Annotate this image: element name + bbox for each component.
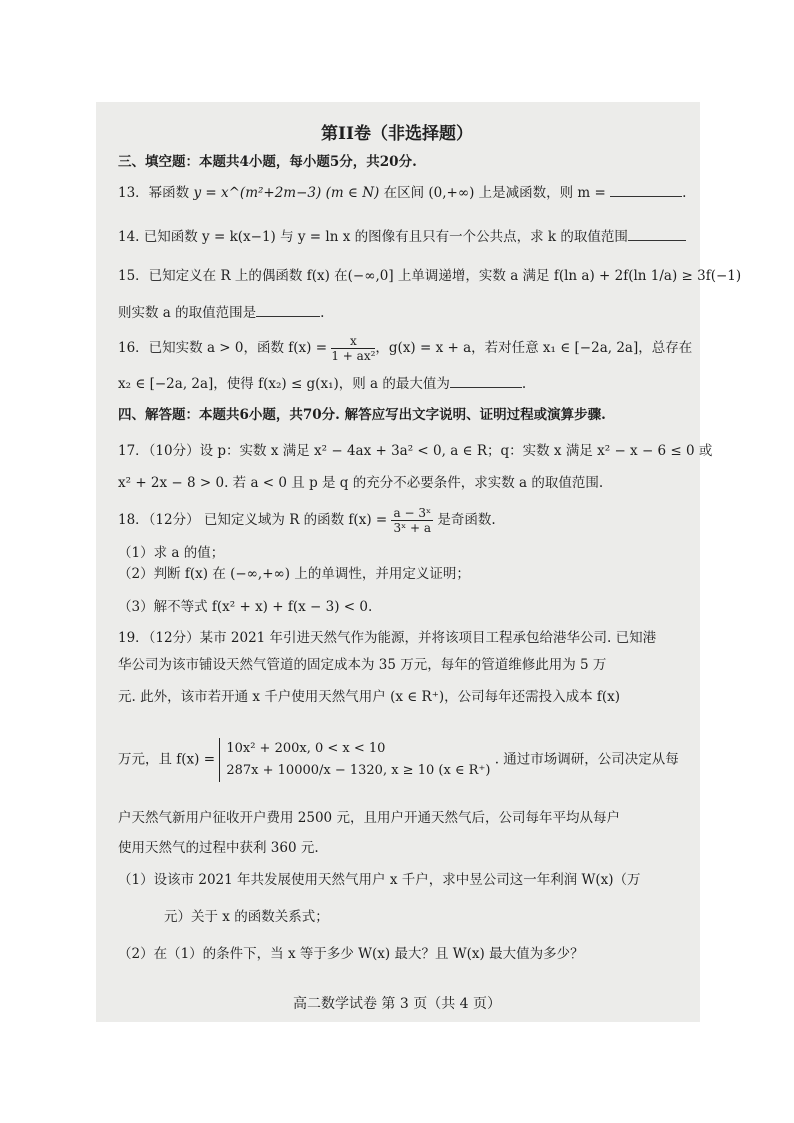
- question-15-line1: [118, 266, 742, 286]
- part3-heading: 三、填空题：本题共4小题，每小题5分，共20分.: [118, 154, 417, 170]
- q18-sub3: （3）解不等式 f(x² + x) + f(x − 3) < 0.: [118, 599, 373, 615]
- q16-line2: x₂ ∈ [−2a, 2a]，使得 f(x₂) ≤ g(x₁)，则 a 的最大值为: [118, 376, 450, 392]
- q19-line6: 使用天然气的过程中获利 360 元.: [118, 840, 319, 856]
- q18-fraction: [391, 506, 433, 535]
- q14-text: 14. 已知函数 y = k(x−1) 与 y = ln x 的图像有且只有一个公共点，求 k 的取值范围: [118, 229, 628, 245]
- q19-line3: 元. 此外，该市若开通 x 千户使用天然气用户 (x ∈ R⁺)，公司每年还需投入成本 f(x): [118, 689, 621, 705]
- q13-text-b: 在区间 (0,+∞) 上是减函数，则 m =: [379, 185, 611, 201]
- q13-expr: y = x^(m²+2m−3) (m ∈ N): [193, 185, 380, 201]
- q14-answer-blank: [628, 226, 686, 241]
- q13-end: .: [682, 185, 687, 201]
- q15-answer-blank: [256, 302, 320, 317]
- q19-line4-b: . 通过市场调研，公司决定从每: [494, 751, 679, 768]
- q18-line1-b: 是奇函数.: [433, 512, 496, 528]
- q19-sub1-a: （1）设该市 2021 年共发展使用天然气用户 x 千户，求中昱公司这一年利润 W(x)（万: [118, 872, 641, 888]
- q18-frac-den: 3ˣ + a: [393, 521, 432, 535]
- q19-line4-a: 万元，且 f(x) =: [118, 751, 216, 768]
- q13-answer-blank: [610, 182, 682, 197]
- q16-end: .: [521, 376, 527, 392]
- q16-frac-den: 1 + ax²: [331, 349, 376, 363]
- q19-piecewise-function: [219, 738, 490, 782]
- question-13: [118, 182, 688, 203]
- question-16-line2: [118, 373, 688, 394]
- q15-line1: 15．已知定义在 R 上的偶函数 f(x) 在(−∞,0] 上单调递增，实数 a 满足 f(ln a) + 2f(ln 1/a) ≥ 3f(−1): [118, 268, 742, 284]
- q19-line2: 华公司为该市铺设天然气管道的固定成本为 35 万元，每年的管道维修此用为 5 万: [118, 657, 607, 673]
- section-title: 第II卷（非选择题）: [321, 124, 473, 144]
- q19-piece1: 10x² + 200x, 0 < x < 10: [226, 741, 386, 756]
- q16-line1-a: 16．已知实数 a > 0，函数 f(x) =: [118, 340, 332, 356]
- q19-sub1-b: 元）关于 x 的函数关系式；: [164, 909, 329, 925]
- q19-piece2: 287x + 10000/x − 1320, x ≥ 10 (x ∈ R⁺): [226, 763, 491, 778]
- q16-answer-blank: [450, 373, 522, 388]
- question-18-line1: [118, 506, 688, 535]
- q18-sub1: （1）求 a 的值；: [118, 545, 225, 561]
- question-15-line2: [118, 302, 688, 323]
- q18-sub2: （2）判断 f(x) 在 (−∞,+∞) 上的单调性，并用定义证明；: [118, 566, 470, 582]
- q18-line1-a: 18．（12分） 已知定义域为 R 的函数 f(x) =: [118, 512, 392, 528]
- question-16-line1: [118, 334, 693, 363]
- q16-fraction: [331, 334, 375, 363]
- q19-piecewise-line: [118, 738, 688, 782]
- q15-end: .: [320, 305, 325, 321]
- q16-line1-b: ，g(x) = x + a，若对任意 x₁ ∈ [−2a, 2a]，总存在: [375, 340, 693, 356]
- q15-line2: 则实数 a 的取值范围是: [118, 305, 257, 321]
- q19-line5: 户天然气新用户征收开户费用 2500 元，且用户开通天然气后，公司每年平均从每户: [118, 810, 620, 826]
- q19-line1: 19．（12分）某市 2021 年引进天然气作为能源，并将该项目工程承包给港华公司. 已知港: [118, 630, 657, 646]
- question-17-line1: 17．（10分）设 p：实数 x 满足 x² − 4ax + 3a² < 0, a ∈ R；q：实数 x 满足 x² − x − 6 ≤ 0 或: [118, 443, 713, 459]
- q19-sub2: （2）在（1）的条件下，当 x 等于多少 W(x) 最大？且 W(x) 最大值为多少？: [118, 946, 584, 962]
- question-14: [118, 226, 688, 247]
- question-17-line2: x² + 2x − 8 > 0. 若 a < 0 且 p 是 q 的充分不必要条件，求实数 a 的取值范围.: [118, 475, 604, 491]
- q16-frac-num: x: [331, 334, 375, 349]
- q18-frac-num: a − 3ˣ: [393, 506, 432, 520]
- q13-text-a: 13．幂函数: [118, 185, 194, 201]
- part4-heading: 四、解答题：本题共6小题，共70分. 解答应写出文字说明、证明过程或演算步骤.: [118, 407, 606, 423]
- page-footer: 高二数学试卷 第 3 页（共 4 页）: [292, 996, 502, 1012]
